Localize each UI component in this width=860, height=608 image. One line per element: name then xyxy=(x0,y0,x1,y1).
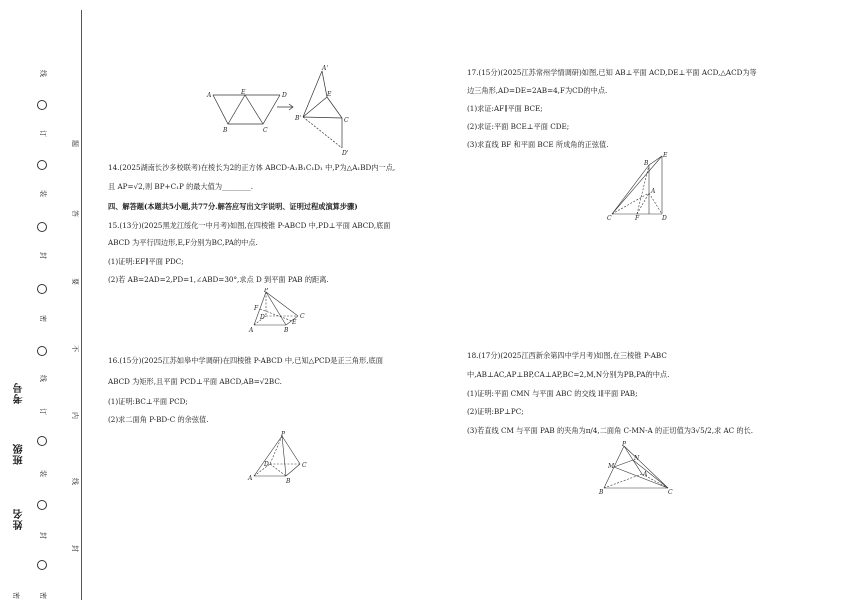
q17-solid-figure xyxy=(604,148,674,222)
binding-hole xyxy=(37,222,47,232)
binding-char: 题 xyxy=(71,140,79,147)
section-heading: 四、解答题(本题共5小题,共77分.解答应写出文字说明、证明过程或演算步骤) xyxy=(108,202,358,211)
svg-text:F: F xyxy=(635,215,640,222)
svg-text:A: A xyxy=(643,471,648,478)
binding-char: 装 xyxy=(39,190,47,197)
binding-char: 封 xyxy=(71,545,79,552)
binding-hole xyxy=(37,436,47,446)
svg-text:C: C xyxy=(607,215,612,222)
binding-hole xyxy=(37,160,47,170)
binding-hole xyxy=(37,500,47,510)
class-field: 班级 xyxy=(14,443,25,465)
svg-text:B: B xyxy=(286,478,291,484)
binding-char: 不 xyxy=(71,345,79,352)
q15-part2: (2)若 AB=2AD=2,PD=1,∠ABD=30°,求点 D 到平面 PAB 的距离. xyxy=(108,275,329,284)
q16-part2: (2)求二面角 P-BD-C 的余弦值. xyxy=(108,415,209,424)
q16-part1: (1)证明:BC⊥平面 PCD; xyxy=(108,397,188,406)
svg-text:A': A' xyxy=(322,65,328,72)
binding-char: 答 xyxy=(71,210,79,217)
q15-line1: 15.(13分)(2025黑龙江绥化一中月考)如图,在四棱锥 P-ABCD 中,PD⊥平面 ABCD,底面 xyxy=(108,221,391,230)
q18-line1: 18.(17分)(2025江西新余第四中学月考)如图,在三棱锥 P-ABC xyxy=(467,351,667,360)
svg-text:B: B xyxy=(284,327,289,334)
svg-text:A: A xyxy=(207,92,212,99)
binding-char: 订 xyxy=(39,408,47,415)
q17-line2: 边三角形,AD=DE=2AB=4,F为CD的中点. xyxy=(467,86,608,95)
svg-text:C: C xyxy=(263,127,268,134)
svg-text:D: D xyxy=(264,461,269,468)
svg-text:B': B' xyxy=(295,115,302,122)
q14-line2: 且 AP=√2,则 BP+C₁P 的最大值为________. xyxy=(108,182,254,191)
binding-char: 线 xyxy=(39,70,47,77)
svg-text:P: P xyxy=(264,288,269,294)
binding-char: 装 xyxy=(39,470,47,477)
binding-line xyxy=(81,10,82,600)
binding-hole xyxy=(37,100,47,110)
binding-char: 密 xyxy=(39,315,47,322)
q17-part3: (3)求直线 BF 和平面 BCE 所成角的正弦值. xyxy=(467,140,609,149)
q14-line1: 14.(2025湖南长沙多校联考)在棱长为2的正方体 ABCD-A₁B₁C₁D₁ 中,P为△A₁BD内一点, xyxy=(108,163,396,172)
binding-char: 密 xyxy=(39,592,47,599)
svg-text:P: P xyxy=(622,441,627,448)
svg-text:E: E xyxy=(292,319,297,326)
svg-text:N: N xyxy=(634,455,640,462)
binding-char: 订 xyxy=(39,130,47,137)
svg-text:B: B xyxy=(644,160,649,167)
svg-text:D': D' xyxy=(342,150,349,156)
binding-char: 线 xyxy=(39,375,47,382)
svg-text:B: B xyxy=(599,489,604,496)
binding-hole xyxy=(37,346,47,356)
svg-text:D: D xyxy=(260,314,265,321)
q16-line2: ABCD 为矩形,且平面 PCD⊥平面 ABCD,AB=√2BC. xyxy=(108,377,282,386)
binding-hole xyxy=(37,560,47,570)
svg-text:A: A xyxy=(249,327,254,334)
q15-part1: (1)证明:EF∥平面 PDC; xyxy=(108,257,184,266)
binding-char: 内 xyxy=(71,412,79,419)
q18-part2: (2)证明:BP⊥PC; xyxy=(467,407,524,416)
binding-char: 封 xyxy=(39,532,47,539)
q18-tetrahedron-figure xyxy=(598,440,678,496)
svg-text:E: E xyxy=(327,91,332,98)
q18-part3: (3)若直线 CM 与平面 PAB 的夹角为π/4,二面角 C-MN-A 的正切值为3√5/2,求 AC 的长. xyxy=(467,426,754,435)
binding-char: 要 xyxy=(71,278,79,285)
exam-number-field: 考号 xyxy=(14,382,25,404)
svg-text:F: F xyxy=(254,305,259,312)
q16-line1: 16.(15分)(2025江苏如皋中学调研)在四棱锥 P-ABCD 中,已知△PCD是正三角形,底面 xyxy=(108,356,383,365)
q18-part1: (1)证明:平面 CMN 与平面 ABC 的交线 l∥平面 PAB; xyxy=(467,389,638,398)
binding-hole xyxy=(37,284,47,294)
svg-text:C: C xyxy=(344,117,349,124)
binding-char: 封 xyxy=(39,252,47,259)
name-field: 姓名 xyxy=(14,508,25,530)
q16-pyramid-figure xyxy=(246,430,312,484)
q15-pyramid-figure xyxy=(246,288,312,334)
svg-text:A: A xyxy=(651,188,656,195)
svg-text:C: C xyxy=(300,313,305,320)
fold-figure xyxy=(205,64,355,156)
svg-text:A: A xyxy=(248,475,253,482)
svg-text:B: B xyxy=(223,127,228,134)
q17-part1: (1)求证:AF∥平面 BCE; xyxy=(467,104,543,113)
svg-text:D: D xyxy=(282,92,287,99)
q17-part2: (2)求证:平面 BCE⊥平面 CDE; xyxy=(467,122,570,131)
svg-text:E: E xyxy=(663,152,668,159)
q17-line1: 17.(15分)(2025江苏常州学情调研)如图,已知 AB⊥平面 ACD,DE⊥平面 ACD,△ACD为等 xyxy=(467,68,757,77)
svg-text:C: C xyxy=(302,462,307,469)
binding-margin xyxy=(0,0,82,608)
svg-text:P: P xyxy=(281,431,286,438)
binding-char: 线 xyxy=(71,478,79,485)
binding-char: 密 xyxy=(12,592,20,599)
q15-line2: ABCD 为平行四边形,E,F分别为BC,PA的中点. xyxy=(108,238,258,247)
svg-text:E: E xyxy=(241,89,246,96)
svg-text:D: D xyxy=(662,215,667,222)
q18-line2: 中,AB⊥AC,AP⊥BP,CA⊥AP,BC=2,M,N分别为PB,PA的中点. xyxy=(467,370,670,379)
svg-text:C: C xyxy=(668,489,673,496)
svg-text:M: M xyxy=(608,463,615,470)
